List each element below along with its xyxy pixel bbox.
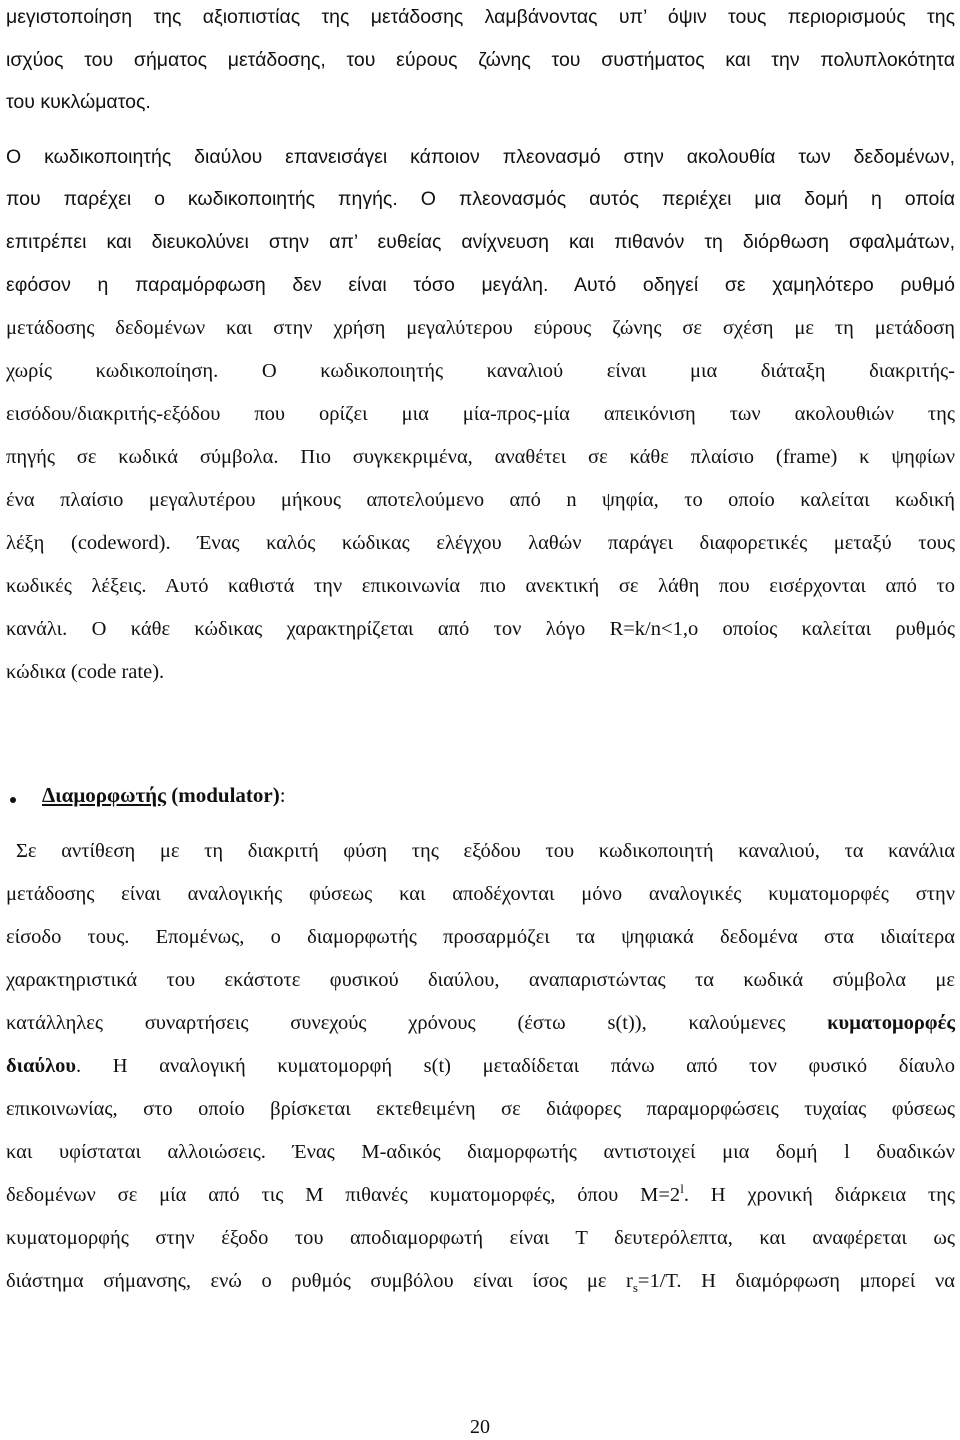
bold-term: κυματομορφές bbox=[827, 1012, 955, 1034]
text-line: λέξη (codeword). Ένας καλός κώδικας ελέγχου λαθών παράγει διαφορετικές μεταξύ τους bbox=[6, 532, 955, 554]
text-line bbox=[6, 1008, 955, 1038]
text-run: Ο πλεονασμός αυτός περιέχει μια δομή η οποία bbox=[397, 188, 955, 210]
text-line: ένα πλαίσιο μεγαλυτέρου μήκους αποτελούμενο από n ψηφία, το οποίο καλείται κωδική bbox=[6, 489, 955, 511]
heading-term: Διαμορφωτής bbox=[42, 783, 166, 807]
bold-term: διαύλου bbox=[6, 1055, 77, 1077]
heading-subtitle: (modulator) bbox=[165, 783, 280, 807]
text-line: ισχύος του σήματος μετάδοσης, του εύρους ζώνης του συστήματος και την πολυπλοκότητα bbox=[6, 49, 955, 71]
text-line bbox=[6, 1051, 955, 1081]
text-line: κωδικές λέξεις. Αυτό καθιστά την επικοινωνία πιο ανεκτική σε λάθη που εισέρχονται από το bbox=[6, 575, 955, 597]
text-run: Ο κωδικοποιητής καναλιού είναι μια διάταξη διακριτής- bbox=[218, 360, 955, 382]
text-run: . Η χρονική διάρκεια της bbox=[683, 1184, 955, 1206]
text-run: που παρέχει ο κωδικοποιητής πηγής. bbox=[6, 188, 398, 210]
text-line bbox=[6, 1180, 955, 1210]
text-line bbox=[6, 356, 955, 386]
text-run: διάστημα σήμανσης, ενώ ο ρυθμός συμβόλου είναι ίσος με r bbox=[6, 1270, 633, 1292]
text-line: μετάδοσης είναι αναλογικής φύσεως και αποδέχονται μόνο αναλογικές κυματομορφές στην bbox=[6, 883, 955, 905]
text-line bbox=[6, 184, 955, 214]
text-run: . Η αναλογική κυματομορφή s(t) μεταδίδεται πάνω από τον φυσικό δίαυλο bbox=[76, 1055, 955, 1077]
text-line: Ο κωδικοποιητής διαύλου επανεισάγει κάποιον πλεονασμό στην ακολουθία των δεδομένων, bbox=[6, 146, 955, 168]
text-line bbox=[6, 270, 955, 300]
text-line: μεγιστοποίηση της αξιοπιστίας της μετάδοσης λαμβάνοντας υπ’ όψιν τους περιορισμούς της bbox=[6, 6, 955, 28]
heading-colon: : bbox=[279, 783, 286, 807]
text-run: χωρίς κωδικοποίηση. bbox=[6, 360, 219, 382]
text-run: δεδομένων σε μία από τις Μ πιθανές κυματομορφές, όπου Μ=2 bbox=[6, 1184, 681, 1206]
text-line: χαρακτηριστικά του εκάστοτε φυσικού διαύλου, αναπαριστώντας τα κωδικά σύμβολα με bbox=[6, 969, 955, 991]
bullet-icon bbox=[10, 797, 16, 803]
text-line: κώδικα (code rate). bbox=[6, 661, 165, 683]
text-line: κανάλι. Ο κάθε κώδικας χαρακτηρίζεται από τον λόγο R=k/n<1,ο οποίος καλείται ρυθμός bbox=[6, 618, 955, 640]
text-line: επιτρέπει και διευκολύνει στην απ’ ευθείας ανίχνευση και πιθανόν τη διόρθωση σφαλμάτων, bbox=[6, 231, 955, 253]
text-line: κυματομορφής στην έξοδο του αποδιαμορφωτή είναι Τ δευτερόλεπτα, και αναφέρεται ως bbox=[6, 1227, 955, 1249]
page-number: 20 bbox=[470, 1416, 490, 1438]
section-heading bbox=[42, 780, 286, 810]
text-line: Σε αντίθεση με τη διακριτή φύση της εξόδου του κωδικοποιητή καναλιού, τα κανάλια bbox=[16, 840, 955, 862]
text-line bbox=[6, 442, 955, 472]
text-line bbox=[6, 1266, 955, 1296]
text-line: και υφίσταται αλλοιώσεις. Ένας Μ-αδικός διαμορφωτής αντιστοιχεί μια δομή l δυαδικών bbox=[6, 1141, 955, 1163]
text-run: Πιο συγκεκριμένα, αναθέτει σε κάθε πλαίσιο (frame) κ ψηφίων bbox=[278, 446, 956, 468]
text-run: Αυτό οδηγεί σε χαμηλότερο ρυθμό bbox=[548, 274, 955, 296]
text-line: είσοδο τους. Επομένως, ο διαμορφωτής προσαρμόζει τα ψηφιακά δεδομένα στα ιδιαίτερα bbox=[6, 926, 955, 948]
text-run: κατάλληλες συναρτήσεις συνεχούς χρόνους (έστω s(t)), καλούμενες bbox=[6, 1012, 828, 1034]
text-line: μετάδοσης δεδομένων και στην χρήση μεγαλύτερου εύρους ζώνης σε σχέση με τη μετάδοση bbox=[6, 317, 955, 339]
text-line: του κυκλώματος. bbox=[6, 91, 151, 113]
text-run: εφόσον η παραμόρφωση δεν είναι τόσο μεγάλη. bbox=[6, 274, 549, 296]
subscript: s bbox=[632, 1280, 638, 1296]
text-run: πηγής σε κωδικά σύμβολα. bbox=[6, 446, 279, 468]
text-line: επικοινωνίας, στο οποίο βρίσκεται εκτεθειμένη σε διάφορες παραμορφώσεις τυχαίας φύσεως bbox=[6, 1098, 955, 1120]
text-line: εισόδου/διακριτής-εξόδου που ορίζει μια μία-προς-μία απεικόνιση των ακολουθιών της bbox=[6, 403, 955, 425]
text-run: =1/T. Η διαμόρφωση μπορεί να bbox=[637, 1270, 956, 1292]
superscript: l bbox=[680, 1181, 684, 1197]
